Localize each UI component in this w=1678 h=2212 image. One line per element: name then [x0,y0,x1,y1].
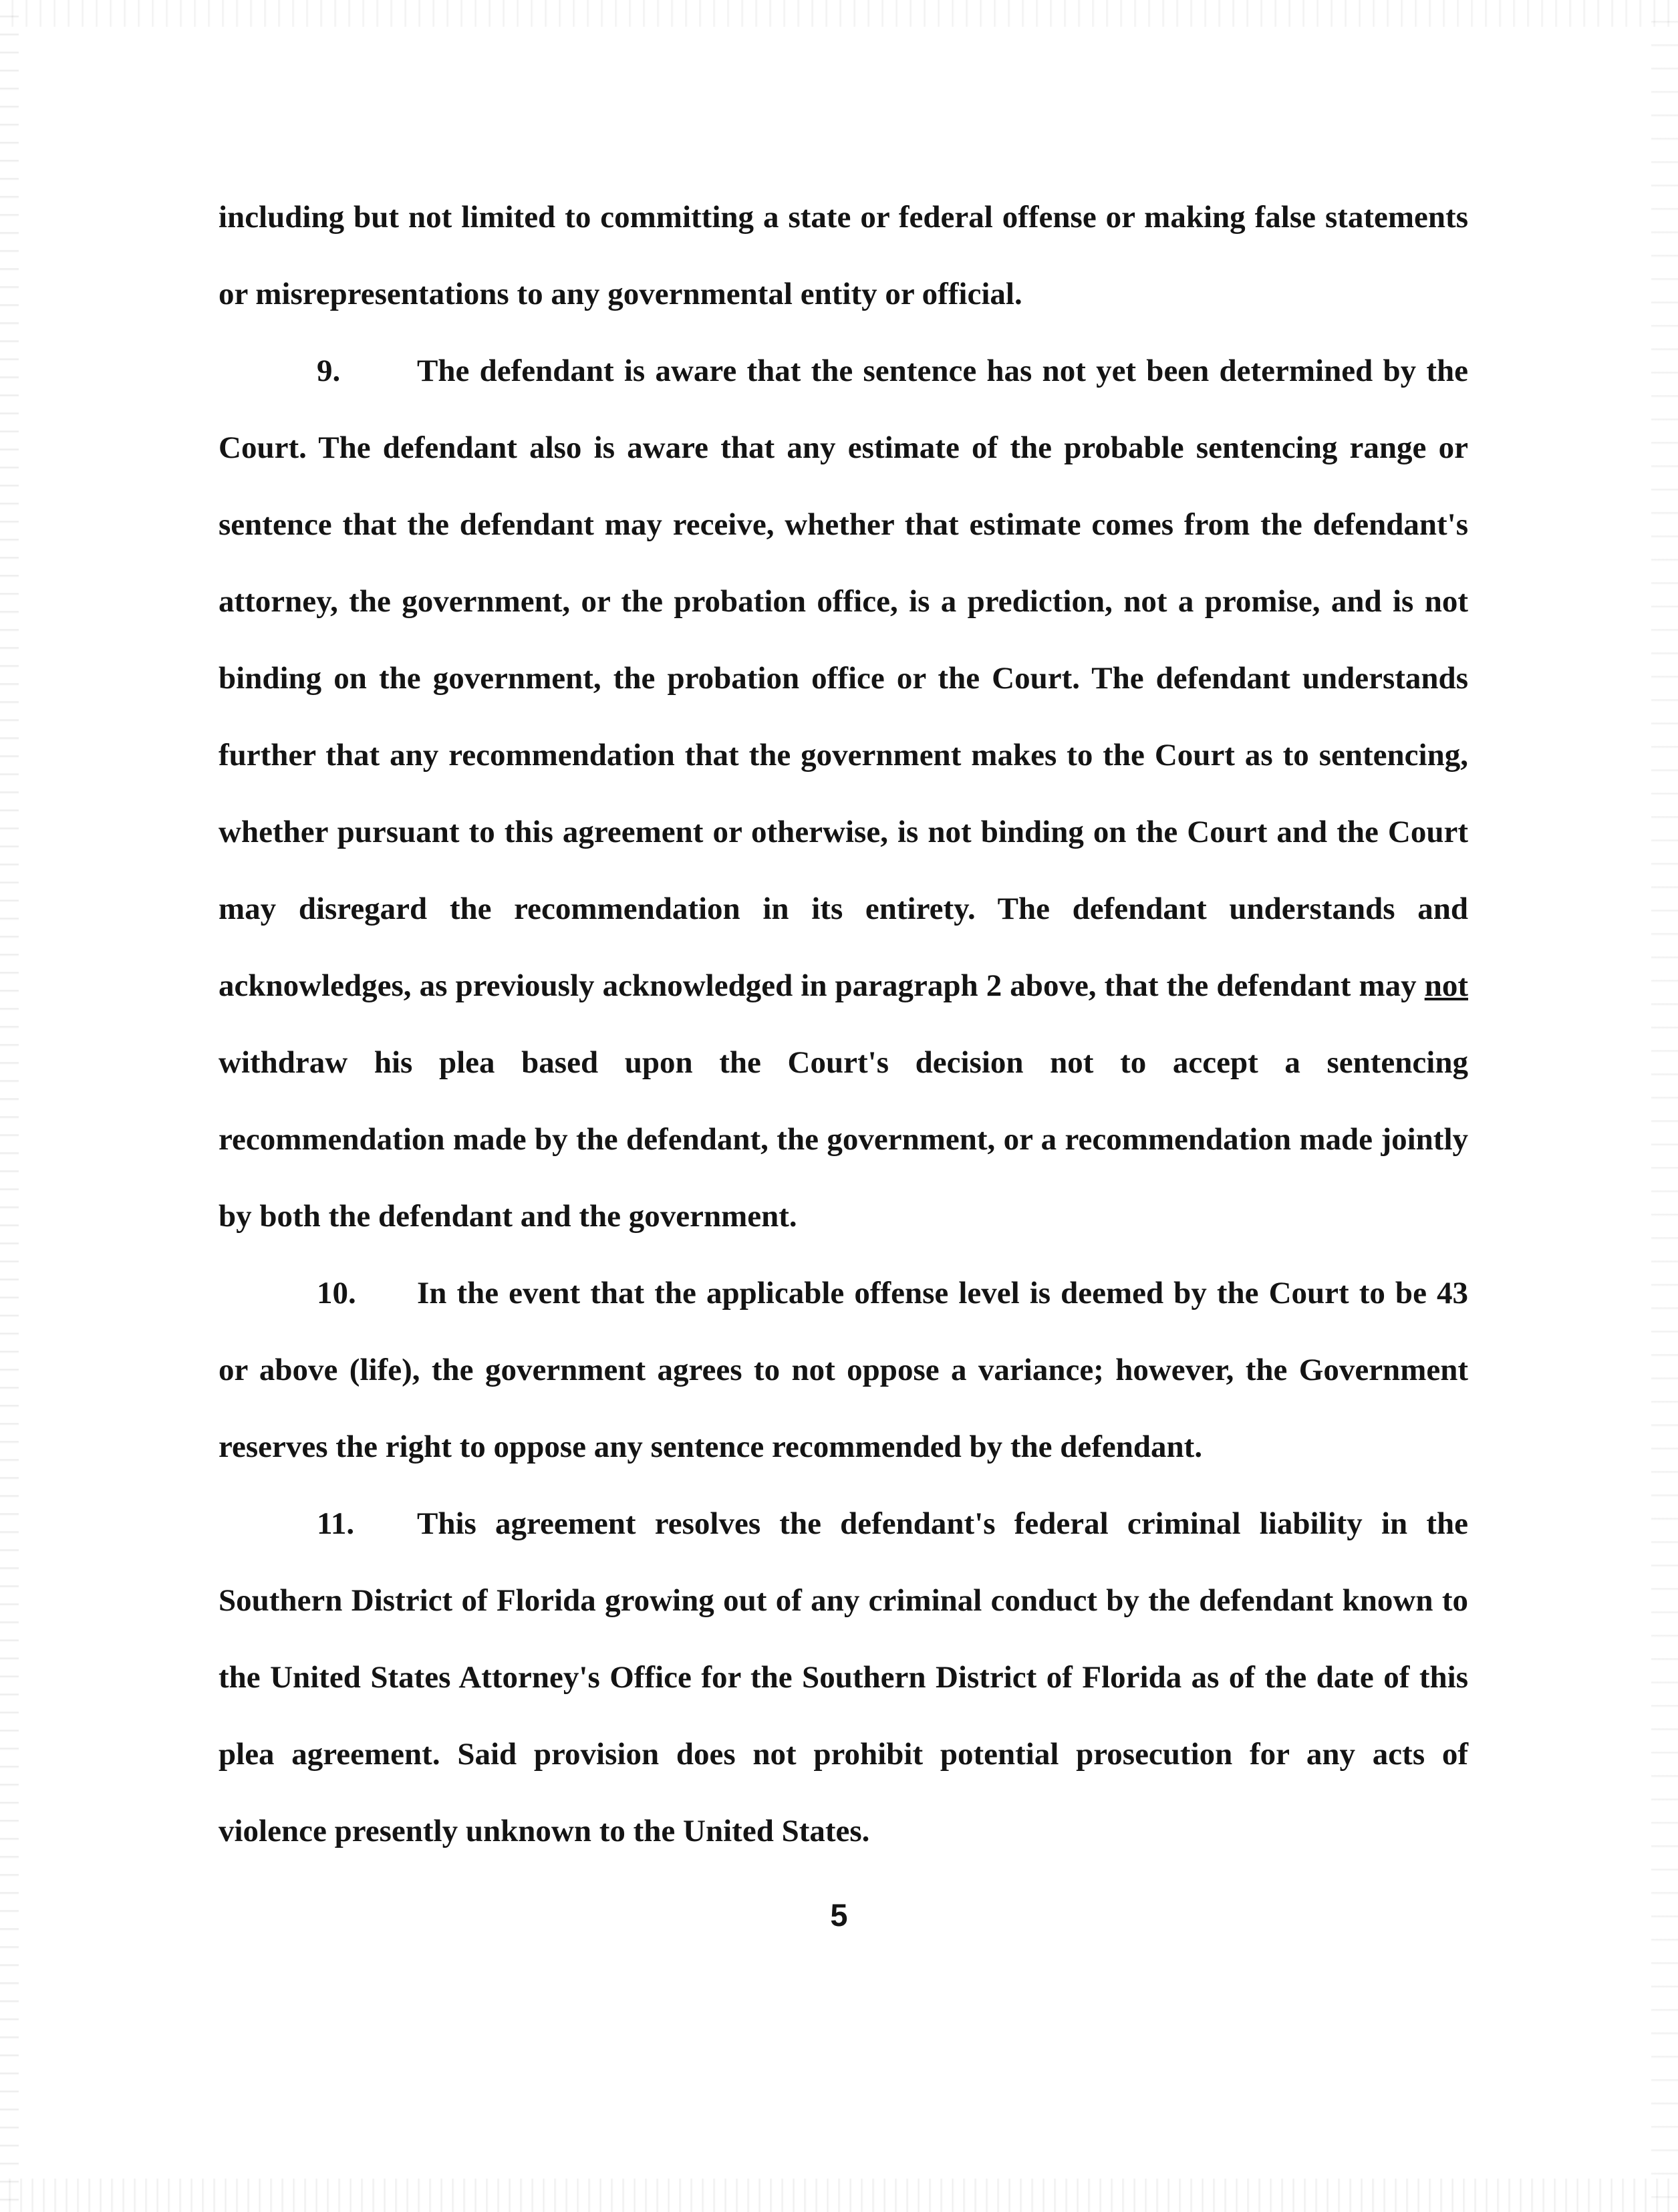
paragraph-number: 10. [317,1276,356,1310]
paragraph-text: This agreement resolves the defendant's federal criminal liability in the Southern District of Florida growing out of any criminal conduct by the defendant known to the United States Attorney's Office for the Southern District of Florida as of the date of this plea agreement. Said provision does not prohibit potential prosecution for any acts of violence presently unknown to the United States. [219,1506,1468,1848]
scan-noise-top [0,0,1678,27]
continuation-paragraph: including but not limited to committing a state or federal offense or making false statements or misrepresentations to any governmental entity or official. [219,200,1468,311]
paragraph-text-continued: withdraw his plea based upon the Court's decision not to accept a sentencing recommendation made by the defendant, the government, or a recommendation made jointly by both the defendant and the government. [219,1045,1468,1234]
scan-noise-right [1651,0,1678,2212]
paragraph-11 [219,1486,1468,1870]
paragraph-number: 9. [317,354,341,388]
paragraph-text: The defendant is aware that the sentence has not yet been determined by the Court. The defendant also is aware that any estimate of the probable sentencing range or sentence that the defendant may receive, whether that estimate comes from the defendant's attorney, the government, or the probation office, is a prediction, not a promise, and is not binding on the government, the probation office or the Court. The defendant understands further that any recommendation that the government makes to the Court as to sentencing, whether pursuant to this agreement or otherwise, is not binding on the Court and the Court may disregard the recommendation in its entirety. The defendant understands and acknowledges, as previously acknowledged in paragraph 2 above, that the defendant may [219,354,1468,1003]
page-number: 5 [830,1897,848,1933]
paragraph-number: 11. [317,1506,355,1541]
paragraph-10 [219,1255,1468,1486]
document-body [219,179,1468,1870]
scan-noise-left [0,0,19,2212]
scan-noise-bottom [0,2179,1678,2212]
paragraph-text: In the event that the applicable offense level is deemed by the Court to be 43 or above (life), the government agrees to not oppose a variance; however, the Government reserves the right to oppose any sentence recommended by the defendant. [219,1276,1468,1464]
paragraph-9 [219,333,1468,1255]
underlined-word: not [1424,968,1468,1003]
